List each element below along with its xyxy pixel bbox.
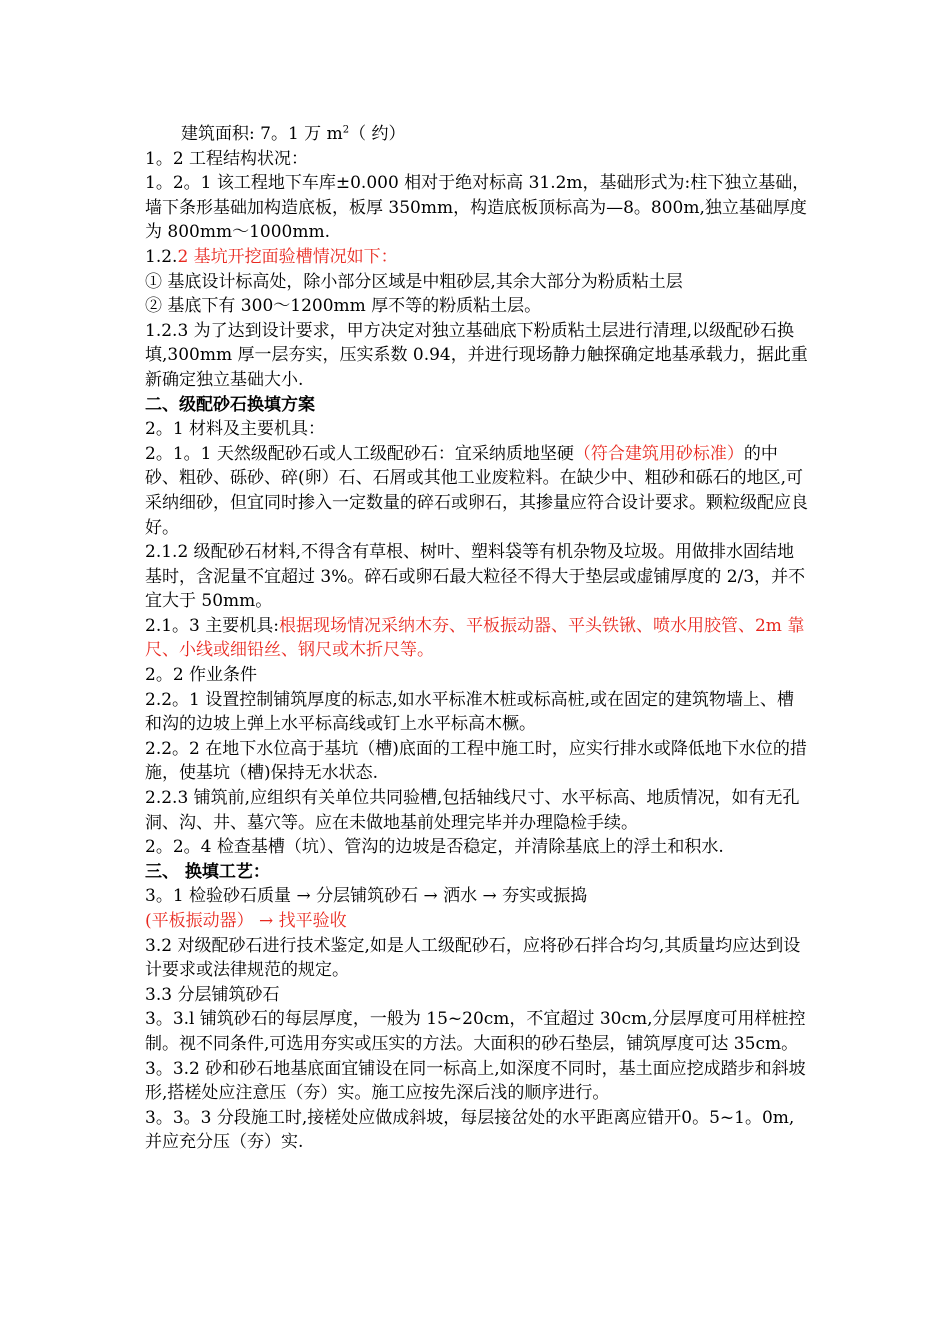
para-1-2-2 (145, 245, 810, 270)
section-heading-3: 三、 换填工艺： (145, 861, 270, 882)
para-1-2: 1。2 工程结构状况： (145, 148, 309, 169)
red-highlight: 根据现场情况采纳木夯、平板振动器、平头铁锹、喷水用胶管、2m 靠尺、小线或细铅丝、钢尺或木折尺等。 (145, 615, 805, 661)
para-1-2-3: 1.2.3 为了达到设计要求，甲方决定对独立基础底下粉质粘土层进行清理,以级配砂石换填,300mm 厚一层夯实，压实系数 0.94，并进行现场静力触探确定地基承载力，据此重新确定独立基础大小. (145, 320, 808, 390)
red-highlight: (平板振动器） → 找平验收 (145, 911, 347, 931)
para-2-2-4: 2。2。4 检查基槽（坑）、管沟的边坡是否稳定，并清除基底上的浮土和积水. (145, 837, 724, 858)
para-2-2: 2。2 作业条件 (145, 665, 258, 686)
para-2-1: 2。1 材料及主要机具： (145, 419, 326, 440)
list-item-1: ① 基底设计标高处，除小部分区域是中粗砂层,其余大部分为粉质粘土层 (145, 271, 683, 292)
para-3-3-2: 3。3.2 砂和砂石地基底面宜铺设在同一标高上,如深度不同时，基土面应挖成踏步和斜坡形,搭槎处应注意压（夯）实。施工应按先深后浅的顺序进行。 (145, 1058, 806, 1104)
para-2-2-1: 2.2。1 设置控制铺筑厚度的标志,如水平标准木桩或标高桩,或在固定的建筑物墙上、槽和沟的边坡上弹上水平标高线或钉上水平标高木橛。 (145, 689, 795, 735)
text-span: 2。1。1 天然级配砂石或人工级配砂石：宜采纳质地坚硬 (145, 443, 574, 464)
para-3-1-process-flow (145, 884, 810, 933)
para-1-2-1: 1。2。1 该工程地下车库±0.000 相对于绝对标高 31.2m，基础形式为:柱下独立基础，墙下条形基础加构造底板，板厚 350mm，构造底板顶标高为—8。800m,独立基础厚度为 800mm～1000mm. (145, 173, 810, 243)
para-3-2: 3.2 对级配砂石进行技术鉴定,如是人工级配砂石，应将砂石拌合均匀,其质量均应达到设计要求或法律规范的规定。 (145, 935, 801, 981)
para-2-1-1 (145, 442, 810, 540)
text-span: 2.1。3 主要机具: (145, 615, 279, 636)
para-2-1-2: 2.1.2 级配砂石材料,不得含有草根、树叶、塑料袋等有机杂物及垃圾。用做排水固结地基时，含泥量不宜超过 3%。碎石或卵石最大粒径不得大于垫层或虚铺厚度的 2/3，并不宜大于 50mm。 (145, 542, 806, 612)
para-3-3: 3.3 分层铺筑砂石 (145, 984, 280, 1005)
section-number: 1.2. (145, 246, 178, 267)
para-2-1-3 (145, 614, 810, 663)
red-highlight: 2 基坑开挖面验槽情况如下： (177, 246, 398, 267)
list-item-2: ② 基底下有 300～1200mm 厚不等的粉质粘土层。 (145, 296, 542, 317)
para-2-2-2: 2.2。2 在地下水位高于基坑（槽)底面的工程中施工时，应实行排水或降低地下水位的措施，使基坑（槽)保持无水状态. (145, 738, 807, 784)
text-span: 3。1 检验砂石质量 → 分层铺筑砂石 → 洒水 → 夯实或振捣 (145, 886, 588, 907)
text-span: 的中砂、粗砂、砾砂、碎(卵）石、石屑或其他工业废粒料。在缺少中、粗砂和砾石的地区,可采纳细砂，但宜同时掺入一定数量的碎石或卵石，其掺量应符合设计要求。颗粒级配应良好。 (145, 443, 808, 538)
text-span: 建筑面积: 7。1 万 m (181, 124, 343, 144)
text-span: （ 约） (349, 124, 406, 144)
red-highlight: （符合建筑用砂标准） (573, 443, 744, 464)
para-3-3-3: 3。3。3 分段施工时,接槎处应做成斜坡，每层接岔处的水平距离应错开0。5~1。0m,并应充分压（夯）实. (145, 1107, 795, 1153)
section-heading-2: 二、级配砂石换填方案 (145, 394, 315, 415)
superscript: 2 (342, 124, 350, 136)
para-building-area (145, 122, 810, 147)
para-2-2-3: 2.2.3 铺筑前,应组织有关单位共同验槽,包括轴线尺寸、水平标高、地质情况，如有无孔洞、沟、井、墓穴等。应在未做地基前处理完毕并办理隐检手续。 (145, 788, 800, 833)
para-3-3-1: 3。3.l 铺筑砂石的每层厚度，一般为 15~20cm，不宜超过 30cm,分层厚度可用样桩控制。视不同条件,可选用夯实或压实的方法。大面积的砂石垫层，铺筑厚度可达 35cm。 (145, 1009, 806, 1054)
